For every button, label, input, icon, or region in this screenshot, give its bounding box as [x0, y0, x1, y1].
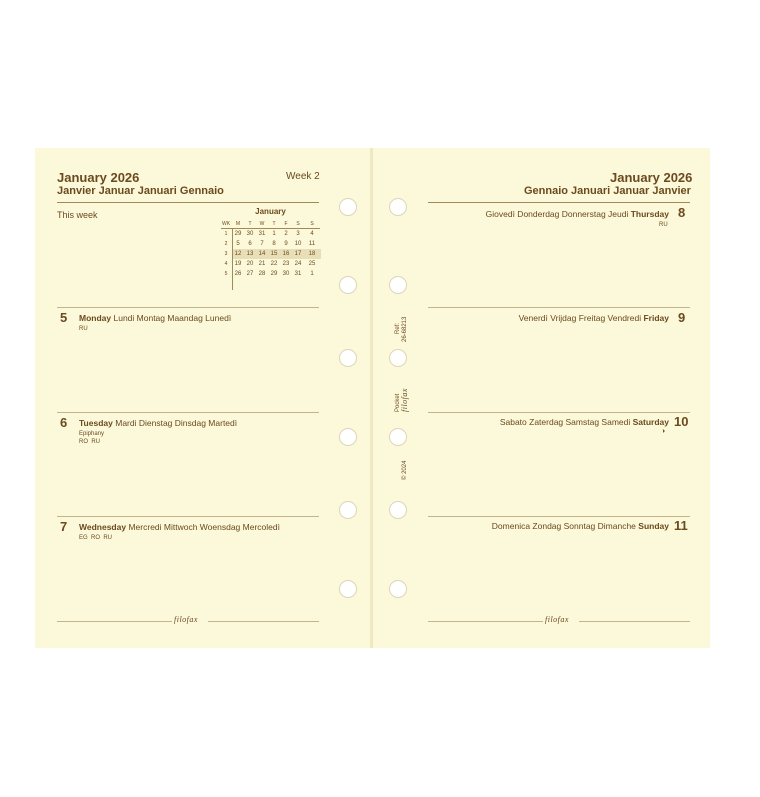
left-this-week-rule	[57, 307, 319, 308]
mini-calendar-day: 4	[310, 231, 314, 237]
mini-calendar-day: 25	[308, 261, 316, 267]
mini-calendar-day: 19	[234, 261, 242, 267]
mini-calendar-day: 12	[234, 251, 242, 257]
day-names	[500, 417, 669, 427]
right-footer-logo: filofax	[545, 615, 569, 624]
day-name-english: Thursday	[630, 209, 669, 219]
mini-calendar-day: 30	[246, 231, 254, 237]
day-number: 9	[678, 310, 686, 325]
mini-calendar-week-number: 4	[224, 261, 228, 267]
mini-calendar-day: 5	[236, 241, 240, 247]
this-week-label: This week	[57, 210, 98, 220]
left-month-title: January 2026	[57, 170, 140, 185]
day-rule	[428, 412, 690, 413]
day-note: Epiphany	[79, 431, 105, 437]
binder-hole	[389, 349, 407, 367]
day-note: RU	[659, 222, 668, 228]
margin-brand-logo: filofax	[400, 388, 409, 412]
binder-hole	[339, 428, 357, 446]
day-name-others: Giovedì Donderdag Donnerstag Jeudi	[485, 209, 629, 219]
mini-calendar-header: WK	[221, 221, 231, 227]
day-names	[79, 522, 280, 532]
binder-hole	[389, 198, 407, 216]
right-footer-rule	[579, 621, 690, 622]
day-rule	[57, 516, 319, 517]
moon-phase-icon: ◑	[661, 428, 666, 435]
mini-calendar-day: 18	[308, 251, 316, 257]
mini-calendar-day: 17	[294, 251, 302, 257]
mini-calendar-week-number: 5	[224, 271, 228, 277]
day-note: EG RO RU	[79, 535, 113, 541]
left-month-languages: Janvier Januar Januari Gennaio	[57, 185, 224, 197]
mini-calendar-header: S	[310, 221, 314, 227]
mini-calendar-day: 1	[272, 231, 276, 237]
mini-calendar-week-number: 3	[224, 251, 228, 257]
mini-calendar-day: 11	[308, 241, 316, 247]
day-rule	[428, 307, 690, 308]
left-header-rule	[57, 202, 319, 203]
day-name-english: Wednesday	[79, 522, 127, 532]
binder-hole	[389, 580, 407, 598]
left-footer-rule	[57, 621, 172, 622]
day-number: 6	[60, 415, 68, 430]
mini-calendar-day: 14	[258, 251, 266, 257]
day-number: 11	[674, 518, 688, 533]
day-note: RU	[79, 326, 88, 332]
mini-calendar-day: 27	[246, 271, 254, 277]
copyright-text: © 2024	[402, 460, 408, 480]
mini-calendar-grid	[221, 219, 320, 291]
ref-label: Ref:	[395, 322, 401, 334]
mini-calendar-day: 6	[248, 241, 252, 247]
day-number: 7	[60, 519, 68, 534]
day-name-english: Sunday	[638, 521, 669, 531]
mini-calendar-header: T	[248, 221, 252, 227]
mini-calendar-day: 8	[272, 241, 276, 247]
binder-hole	[389, 276, 407, 294]
ref-code: 26-68213	[402, 316, 408, 342]
day-names	[79, 418, 237, 428]
binder-hole	[339, 198, 357, 216]
mini-calendar-header: W	[259, 221, 265, 227]
day-number: 5	[60, 310, 68, 325]
mini-calendar-day: 21	[258, 261, 266, 267]
mini-calendar-day: 30	[282, 271, 290, 277]
right-header-rule	[428, 202, 690, 203]
day-name-others: Mardi Dienstag Dinsdag Martedì	[115, 418, 238, 428]
mini-calendar-day: 26	[234, 271, 242, 277]
mini-calendar-day: 2	[284, 231, 288, 237]
day-name-others: Mercredi Mittwoch Woensdag Mercoledì	[128, 522, 280, 532]
day-names	[492, 521, 669, 531]
binder-hole	[389, 501, 407, 519]
day-names	[519, 313, 669, 323]
mini-calendar-day: 16	[282, 251, 290, 257]
mini-calendar-day: 7	[260, 241, 264, 247]
day-name-others: Venerdì Vrijdag Freitag Vendredi	[518, 313, 642, 323]
mini-calendar-day: 31	[294, 271, 302, 277]
mini-calendar-day: 10	[294, 241, 302, 247]
mini-calendar-header: T	[272, 221, 276, 227]
day-name-english: Tuesday	[79, 418, 113, 428]
right-month-title: January 2026	[610, 170, 693, 185]
mini-calendar-day: 20	[246, 261, 254, 267]
mini-calendar-week-number: 1	[224, 231, 228, 237]
mini-calendar-day: 29	[234, 231, 242, 237]
binder-hole	[339, 501, 357, 519]
day-names	[486, 209, 669, 219]
day-name-english: Monday	[79, 313, 112, 323]
mini-calendar-day: 13	[246, 251, 254, 257]
mini-calendar-day: 15	[270, 251, 278, 257]
day-name-others: Sabato Zaterdag Samstag Samedi	[499, 417, 631, 427]
mini-calendar-header: M	[235, 221, 241, 227]
mini-calendar-day: 24	[294, 261, 302, 267]
mini-calendar-day: 31	[258, 231, 266, 237]
binder-hole	[339, 580, 357, 598]
right-month-languages: Gennaio Januari Januar Janvier	[524, 185, 691, 197]
day-number: 8	[678, 205, 686, 220]
mini-calendar-day: 28	[258, 271, 266, 277]
day-number: 10	[674, 414, 689, 429]
binder-hole	[339, 276, 357, 294]
mini-calendar-title: January	[255, 207, 286, 216]
day-name-others: Lundi Montag Maandag Lunedì	[113, 313, 232, 323]
day-names	[79, 313, 231, 323]
day-note: RO RU	[79, 439, 100, 445]
mini-calendar-header: F	[284, 221, 288, 227]
binder-hole	[339, 349, 357, 367]
binder-hole	[389, 428, 407, 446]
mini-calendar-header: S	[296, 221, 300, 227]
day-name-english: Friday	[643, 313, 669, 323]
mini-calendar-day: 23	[282, 261, 290, 267]
left-footer-rule	[208, 621, 319, 622]
mini-calendar-day: 9	[284, 241, 288, 247]
mini-calendar-day: 29	[270, 271, 278, 277]
mini-calendar-week-number: 2	[224, 241, 228, 247]
day-name-english: Saturday	[632, 417, 669, 427]
right-footer-rule	[428, 621, 543, 622]
mini-calendar-day: 3	[296, 231, 300, 237]
mini-calendar-day: 22	[270, 261, 278, 267]
mini-calendar-day: 1	[310, 271, 314, 277]
day-name-others: Domenica Zondag Sonntag Dimanche	[491, 521, 636, 531]
day-rule	[428, 516, 690, 517]
size-label: Pocket	[395, 393, 401, 412]
left-footer-logo: filofax	[174, 615, 198, 624]
day-rule	[57, 412, 319, 413]
week-number-label: Week 2	[286, 171, 320, 182]
